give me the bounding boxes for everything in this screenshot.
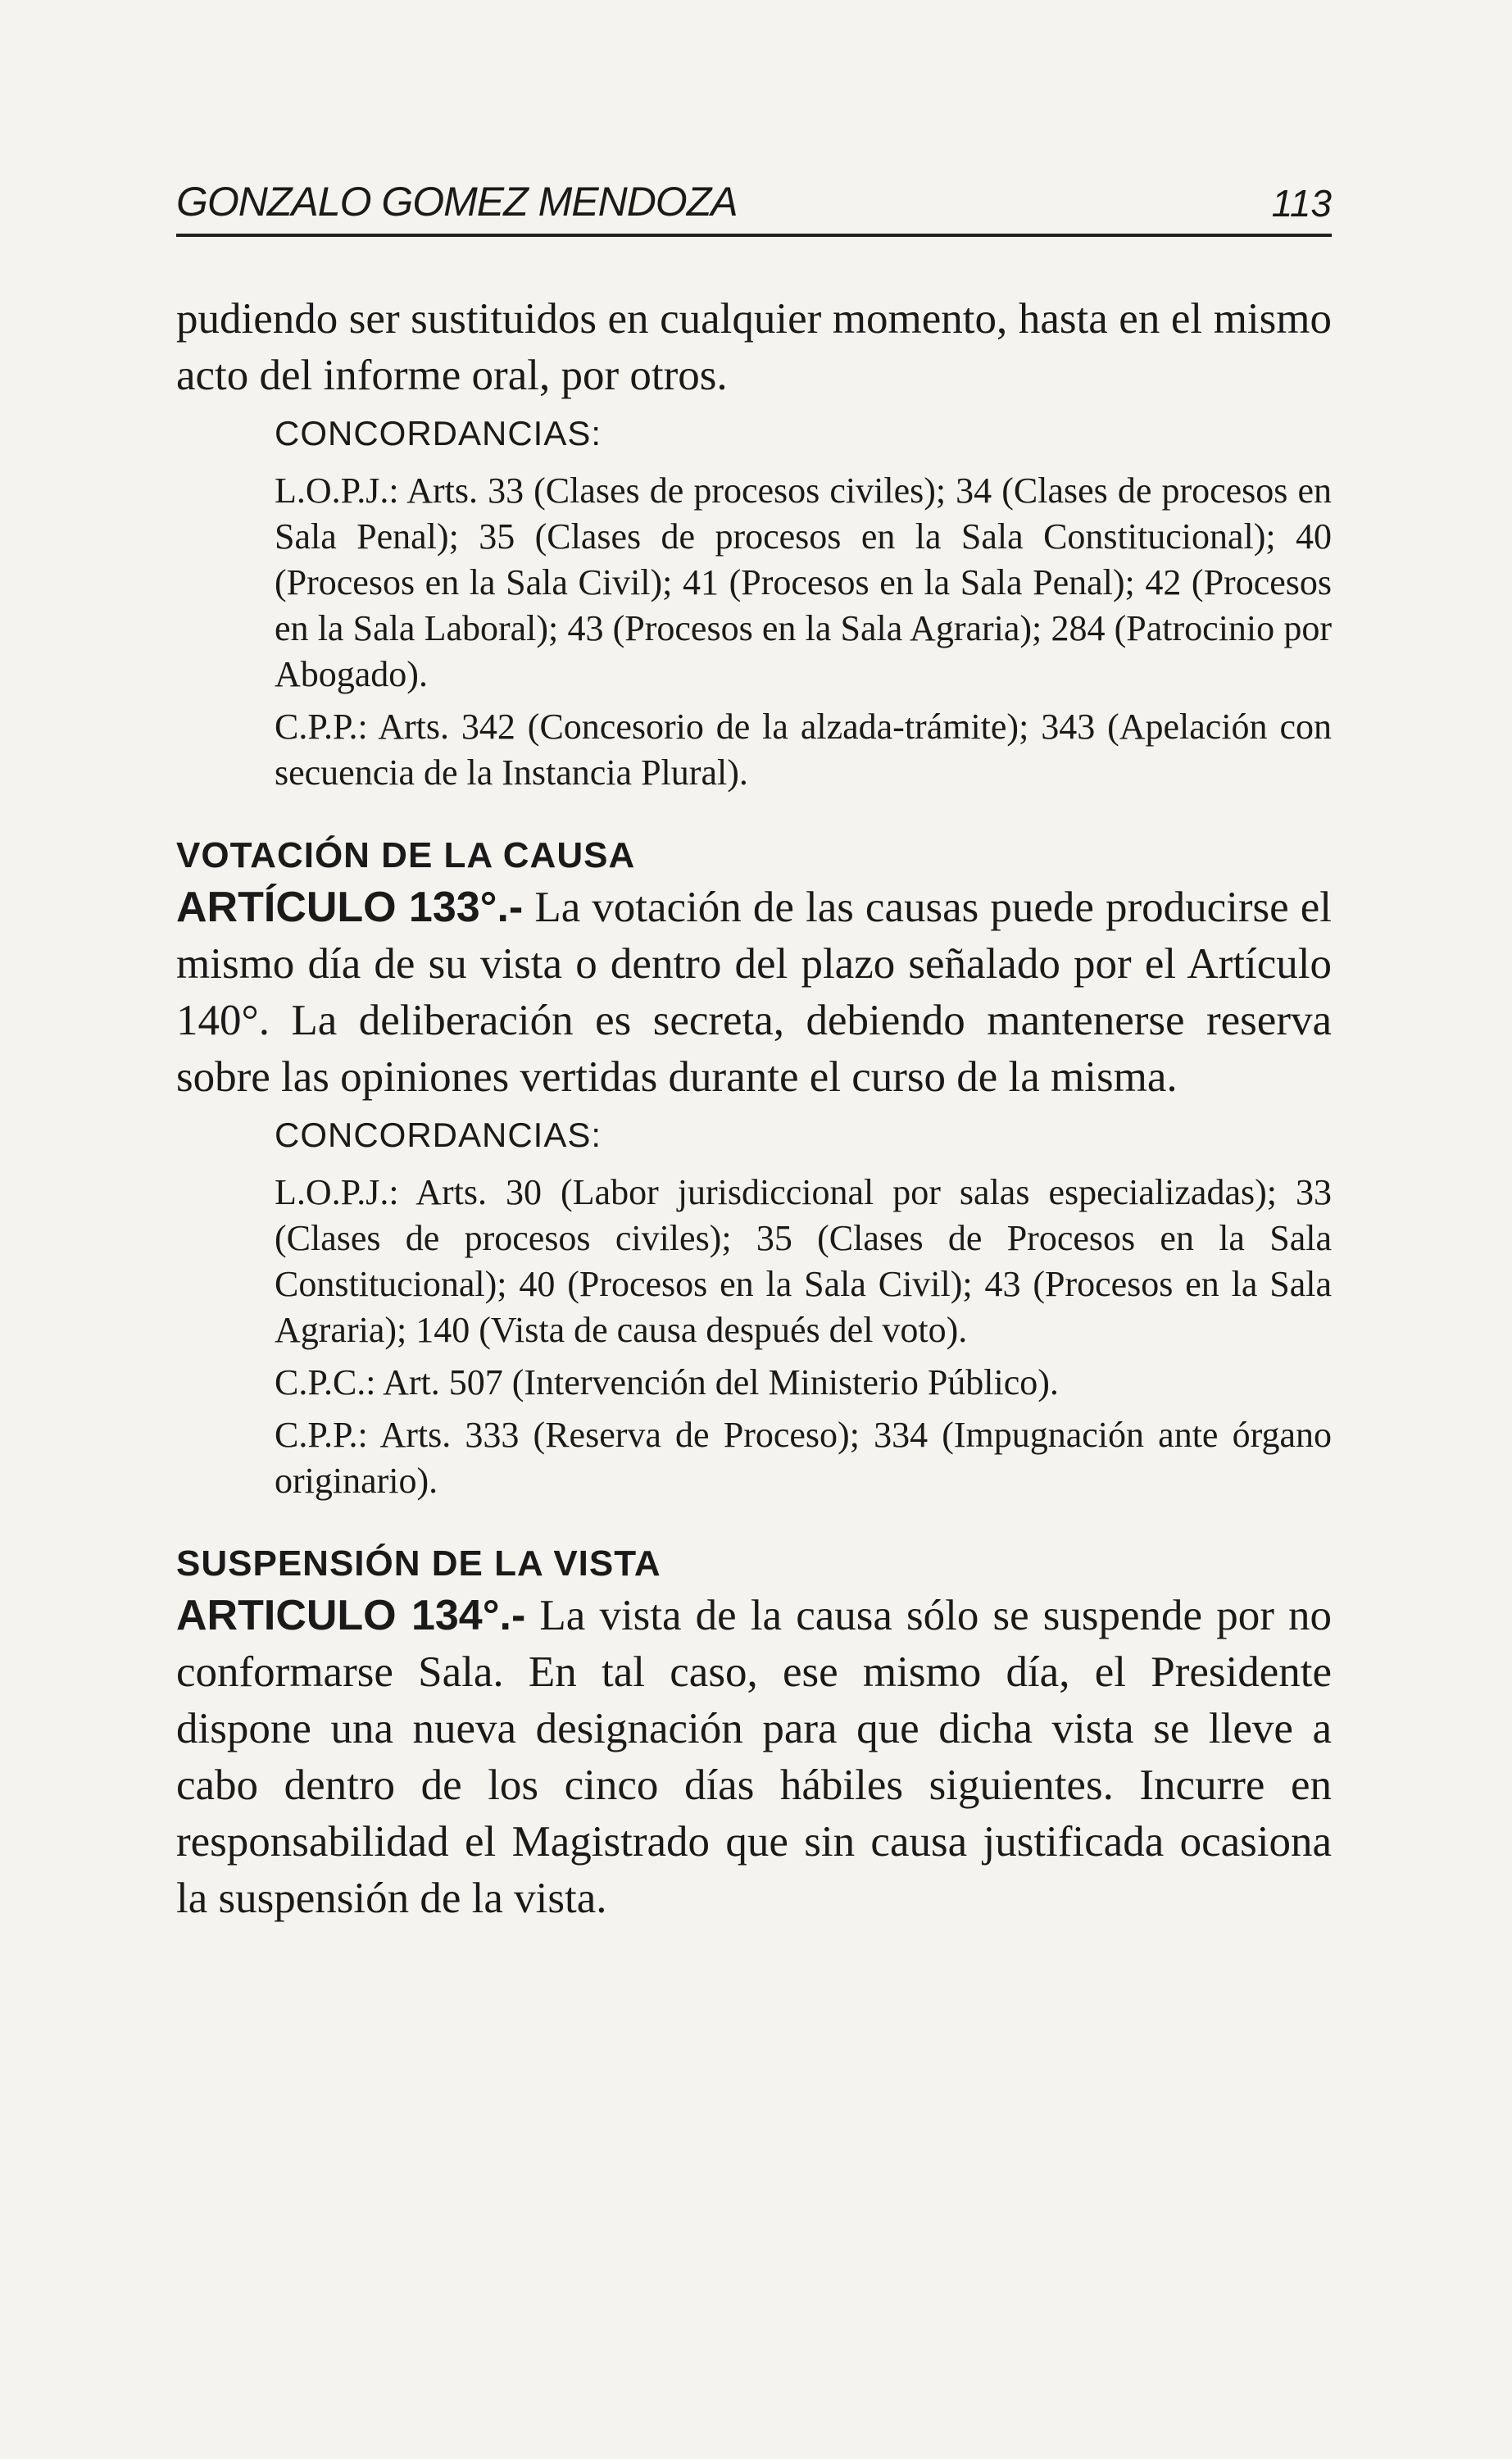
concordancia-item: C.P.C.: Art. 507 (Intervención del Ministerio Público). (275, 1362, 1059, 1402)
page-body (176, 291, 1332, 1927)
concordancia-item: L.O.P.J.: Arts. 30 (Labor jurisdiccional por salas especializadas); 33 (Clases de procesos civiles); 35 (Clases de Procesos en la Sala Constitucional); 40 (Procesos en la Sala Civil); 43 (Procesos en la Sala Agraria); 140 (Vista de causa después del voto). (275, 1172, 1332, 1350)
article-133-number: ARTÍCULO 133°.- (176, 884, 524, 931)
article-134-paragraph (176, 1588, 1332, 1927)
page-header (176, 160, 1332, 237)
concordancias-block-1 (275, 411, 1332, 796)
concordancia-item: C.P.P.: Arts. 333 (Reserva de Proceso); 334 (Impugnación ante órgano originario). (275, 1415, 1332, 1501)
header-author: GONZALO GOMEZ MENDOZA (176, 179, 738, 225)
page-number: 113 (1271, 182, 1332, 225)
concordancia-item: L.O.P.J.: Arts. 33 (Clases de procesos civiles); 34 (Clases de procesos en Sala Penal); 35 (Clases de procesos en la Sala Constitucional); 40 (Procesos en la Sala Civil); 41 (Procesos en la Sala Penal); 42 (Procesos en la Sala Laboral); 43 (Procesos en la Sala Agraria); 284 (Patrocinio por Abogado). (275, 470, 1332, 694)
concordancias-block-2 (275, 1112, 1332, 1504)
concordancia-item: C.P.P.: Arts. 342 (Concesorio de la alzada-trámite); 343 (Apelación con secuencia de la Instancia Plural). (275, 707, 1332, 793)
concordancias-title: CONCORDANCIAS: (275, 414, 602, 452)
article-133-text: La votación de las causas puede producirse el mismo día de su vista o dentro del plazo señalado por el Artículo 140°. La deliberación es secreta, debiendo mantenerse reserva sobre las opiniones vertidas durante el curso de la misma. (176, 884, 1332, 1101)
article-134-number: ARTICULO 134°.- (176, 1592, 526, 1639)
section-heading-suspension: SUSPENSIÓN DE LA VISTA (176, 1543, 661, 1584)
intro-paragraph: pudiendo ser sustituidos en cualquier momento, hasta en el mismo acto del informe oral, por otros. (176, 295, 1332, 399)
concordancias-title: CONCORDANCIAS: (275, 1116, 602, 1154)
section-heading-votacion: VOTACIÓN DE LA CAUSA (176, 835, 636, 875)
article-133-paragraph (176, 880, 1332, 1106)
article-134-text: La vista de la causa sólo se suspende por no conformarse Sala. En tal caso, ese mismo día, el Presidente dispone una nueva designación para que dicha vista se lleve a cabo dentro de los cinco días hábiles siguientes. Incurre en responsabilidad el Magistrado que sin causa justificada ocasiona la suspensión de la vista. (176, 1592, 1332, 1922)
